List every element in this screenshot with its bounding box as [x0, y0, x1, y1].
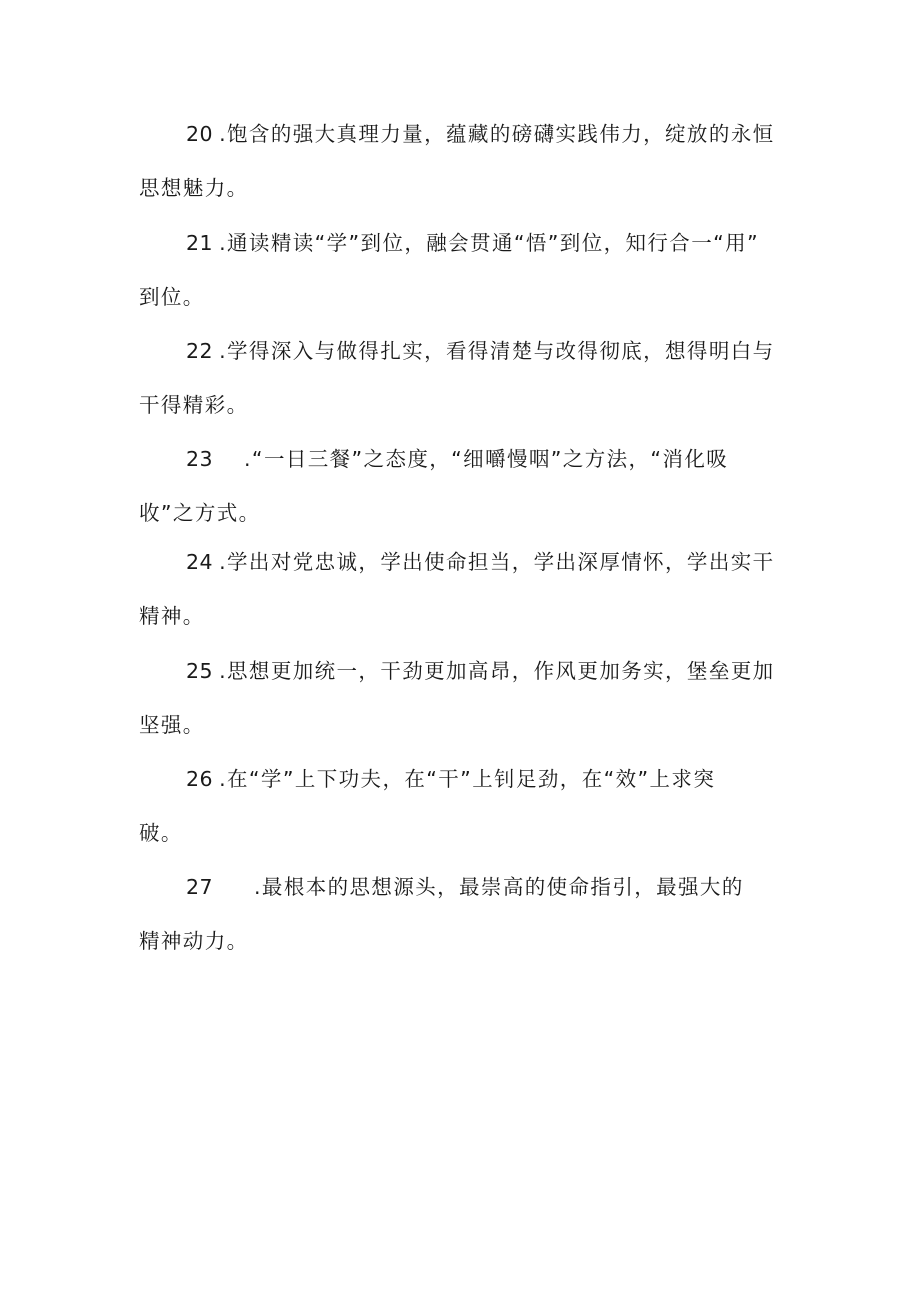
- item-text: 思想更加统一，干劲更加高昂，作风更加务实，堡垒更加: [227, 659, 775, 683]
- list-item-first-line: [139, 765, 784, 793]
- item-text: 饱含的强大真理力量，蕴藏的磅礴实践伟力，绽放的永恒: [227, 122, 775, 146]
- list-item-continuation: 到位。: [139, 285, 205, 309]
- list-item-20: [139, 120, 784, 202]
- list-item-first-line: [139, 337, 784, 365]
- item-separator: .: [219, 339, 228, 363]
- list-item-continuation: 坚强。: [139, 713, 205, 737]
- list-item-first-line: [139, 873, 784, 901]
- list-item-first-line: [139, 229, 784, 257]
- list-item-continuation: 精神。: [139, 604, 205, 628]
- item-text: 学得深入与做得扎实，看得清楚与改得彻底，想得明白与: [227, 339, 775, 363]
- item-separator: .: [219, 767, 228, 791]
- list-item-27: [139, 873, 784, 955]
- list-item-26: [139, 765, 784, 847]
- item-text: 学出对党忠诚，学出使命担当，学出深厚情怀，学出实干: [227, 550, 775, 574]
- item-number: 20: [186, 122, 214, 146]
- list-item-24: [139, 548, 784, 630]
- item-number: 23: [186, 447, 214, 471]
- item-separator: .: [244, 447, 252, 471]
- item-number: 27: [186, 875, 214, 899]
- list-item-continuation: 破。: [139, 821, 183, 845]
- item-number: 24: [186, 550, 214, 574]
- list-item-continuation: 思想魅力。: [139, 176, 249, 200]
- item-number: 21: [186, 231, 214, 255]
- list-item-first-line: [139, 548, 784, 576]
- item-text: 最根本的思想源头，最崇高的使命指引，最强大的: [261, 875, 744, 899]
- item-text: “一日三餐”之态度，“细嚼慢咽”之方法，“消化吸: [251, 447, 729, 471]
- item-separator: .: [219, 550, 228, 574]
- item-number: 22: [186, 339, 214, 363]
- item-separator: .: [219, 122, 228, 146]
- list-item-25: [139, 657, 784, 739]
- item-separator: .: [219, 231, 228, 255]
- item-separator: .: [219, 659, 228, 683]
- list-item-23: [139, 445, 784, 527]
- list-item-21: [139, 229, 784, 311]
- list-item-first-line: [139, 445, 784, 473]
- list-item-22: [139, 337, 784, 419]
- list-item-continuation: 收”之方式。: [139, 501, 261, 525]
- item-text: 通读精读“学”到位，融会贯通“悟”到位，知行合一“用”: [227, 231, 760, 255]
- list-item-continuation: 精神动力。: [139, 929, 249, 953]
- item-separator: .: [254, 875, 262, 899]
- item-number: 26: [186, 767, 214, 791]
- item-text: 在“学”上下功夫，在“干”上钊足劲，在“效”上求突: [227, 767, 716, 791]
- item-number: 25: [186, 659, 214, 683]
- list-item-first-line: [139, 657, 784, 685]
- list-item-continuation: 干得精彩。: [139, 393, 249, 417]
- list-item-first-line: [139, 120, 784, 148]
